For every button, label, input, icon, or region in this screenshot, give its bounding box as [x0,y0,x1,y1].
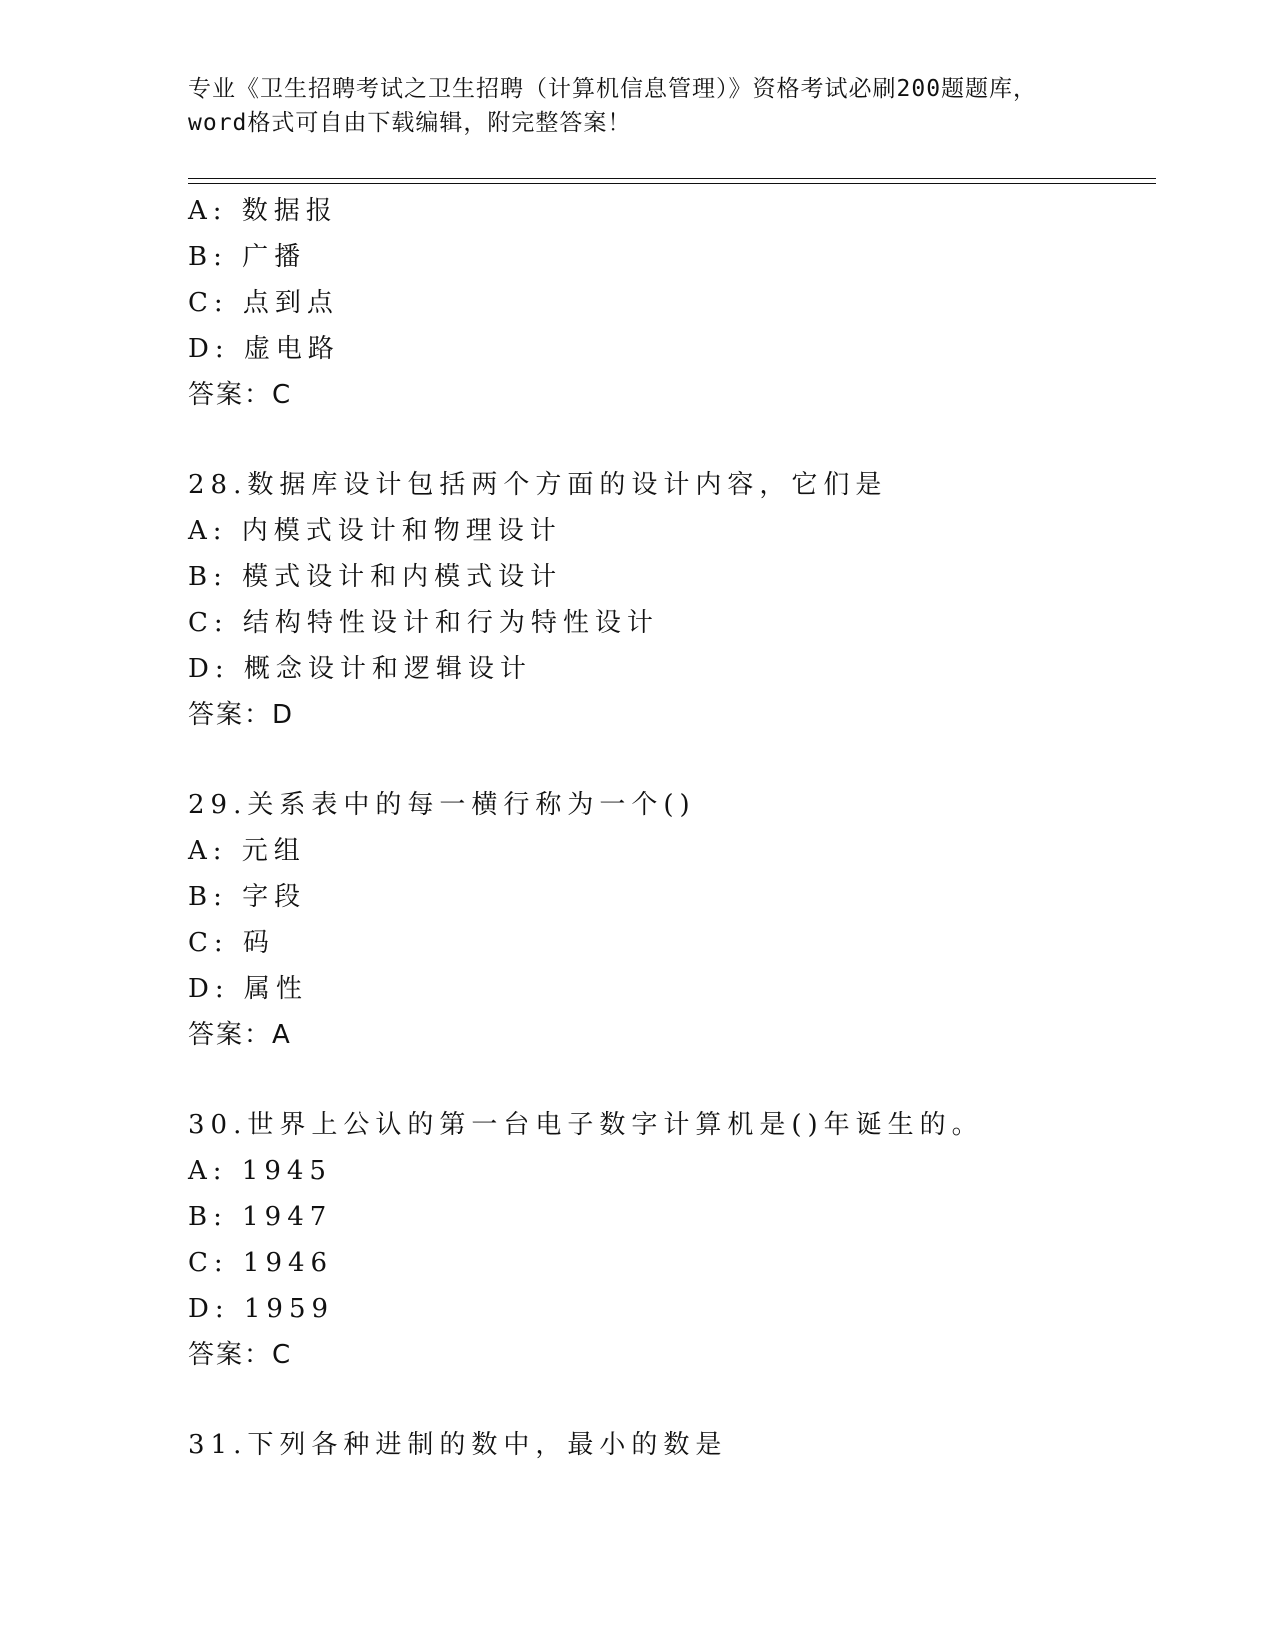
option-a: A: 1945 [188,1156,332,1186]
option-a: A: 数据报 [188,196,338,226]
question-text: 28.数据库设计包括两个方面的设计内容，它们是 [188,470,888,500]
option-d: D: 虚电路 [188,334,340,364]
option-c: C: 点到点 [188,288,339,318]
document-header [188,72,1088,140]
header-divider-top [188,178,1156,179]
answer-line: 答案：C [188,1340,293,1370]
option-b: B: 1947 [188,1202,333,1232]
question-text: 30.世界上公认的第一台电子数字计算机是()年诞生的。 [188,1110,984,1140]
option-a: A: 内模式设计和物理设计 [188,516,562,546]
question-text: 31.下列各种进制的数中，最小的数是 [188,1430,728,1460]
question-text: 29.关系表中的每一横行称为一个() [188,790,696,820]
question-block-30 [188,1102,1148,1378]
option-d: D: 1959 [188,1294,335,1324]
header-line-1: 专业《卫生招聘考试之卫生招聘（计算机信息管理）》资格考试必刷200题题库， [188,76,1038,102]
option-b: B: 广播 [188,242,307,272]
question-block-31 [188,1422,1148,1468]
answer-line: 答案：C [188,380,293,410]
option-c: C: 码 [188,928,275,958]
option-a: A: 元组 [188,836,306,866]
question-block-29 [188,782,1148,1058]
option-c: C: 结构特性设计和行为特性设计 [188,608,659,638]
question-list [188,188,1148,1468]
option-b: B: 模式设计和内模式设计 [188,562,563,592]
answer-line: 答案：D [188,700,295,730]
header-divider-bottom [188,183,1156,184]
answer-line: 答案：A [188,1020,292,1050]
option-d: D: 概念设计和逻辑设计 [188,654,532,684]
option-d: D: 属性 [188,974,308,1004]
question-block-27 [188,188,1148,418]
option-b: B: 字段 [188,882,307,912]
header-line-2: word格式可自由下载编辑，附完整答案！ [188,110,632,136]
option-c: C: 1946 [188,1248,334,1278]
question-block-28 [188,462,1148,738]
